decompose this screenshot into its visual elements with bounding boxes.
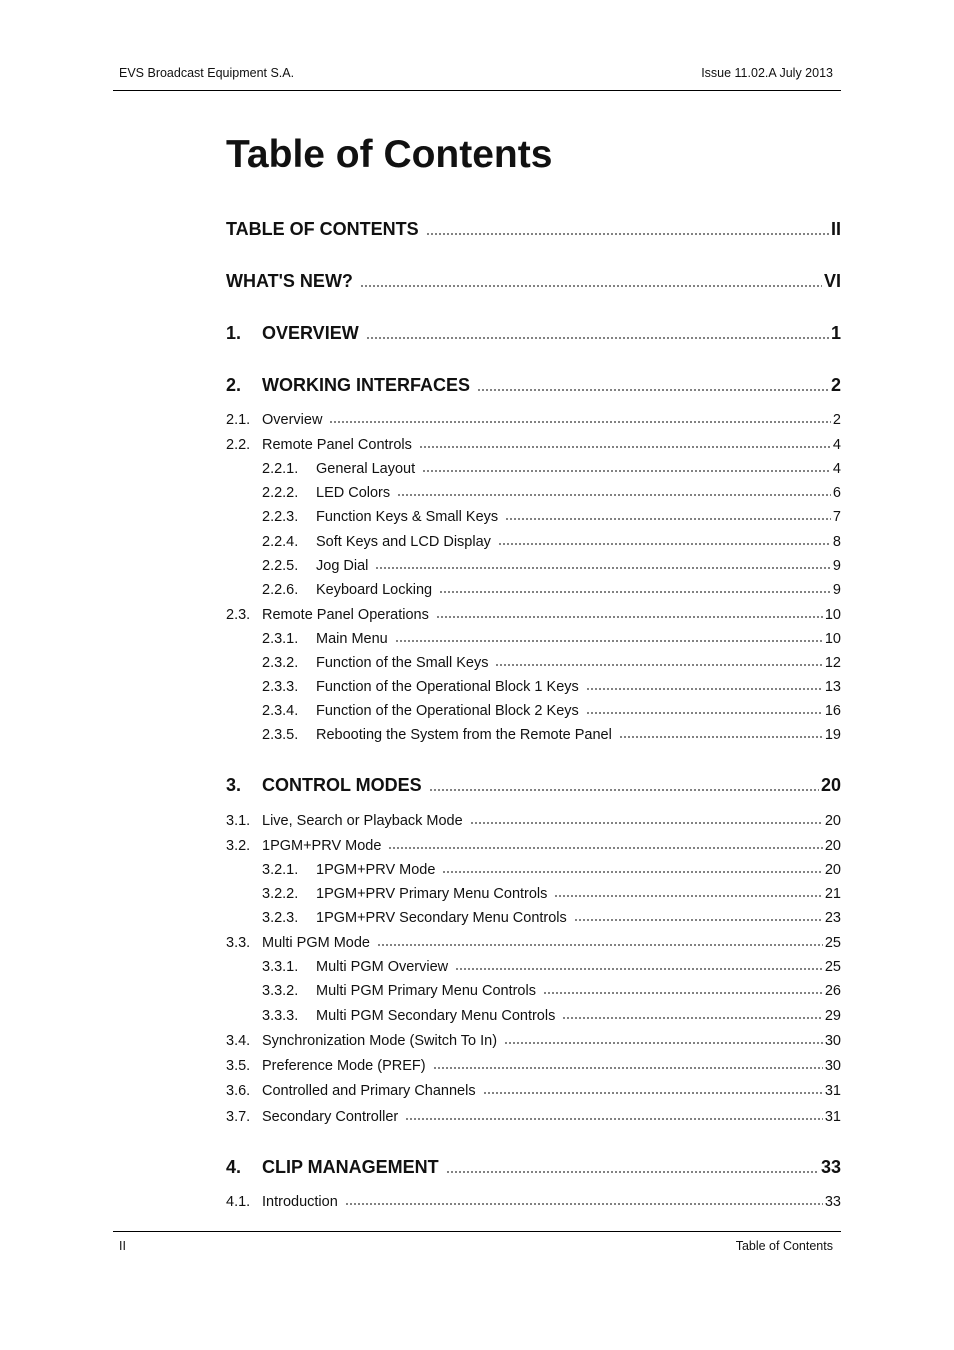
toc-entry-number: 3.2.1. xyxy=(262,862,299,878)
toc-entry-number: 3.3.2. xyxy=(262,983,299,999)
toc-entry-title: OVERVIEW xyxy=(262,323,359,343)
toc-entry[interactable] xyxy=(262,977,841,999)
toc-entry[interactable] xyxy=(226,770,841,796)
toc-entry-number: 4. xyxy=(226,1157,242,1177)
toc-entry-number: 2.1. xyxy=(226,412,251,428)
toc-entry-title: Multi PGM Overview xyxy=(316,959,449,975)
toc-entry-title: Overview xyxy=(262,412,323,428)
dot-leader xyxy=(619,736,823,738)
toc-entry[interactable] xyxy=(262,880,841,902)
dot-leader xyxy=(360,285,822,287)
toc-entry-page: 8 xyxy=(832,534,841,550)
toc-entry-page: 2 xyxy=(830,375,841,395)
toc-entry[interactable] xyxy=(226,1052,841,1074)
toc-entry-page: 30 xyxy=(824,1033,841,1049)
toc-entry-title: Function Keys & Small Keys xyxy=(316,509,499,525)
toc-entry-title: Live, Search or Playback Mode xyxy=(262,813,463,829)
dot-leader xyxy=(483,1092,823,1094)
dot-leader xyxy=(505,518,831,520)
toc-entry-page: 33 xyxy=(820,1157,841,1177)
toc-entry-number: 3.7. xyxy=(226,1109,251,1125)
toc-entry-number: 4.1. xyxy=(226,1194,251,1210)
toc-entry-page: 33 xyxy=(824,1194,841,1210)
toc-entry-number: 3.2.3. xyxy=(262,910,299,926)
toc-entry-page: 23 xyxy=(824,910,841,926)
toc-entry[interactable] xyxy=(226,318,841,344)
toc-entry[interactable] xyxy=(226,832,841,854)
toc-entry-title: Multi PGM Primary Menu Controls xyxy=(316,983,536,999)
toc-entry-title: Multi PGM Mode xyxy=(262,935,370,951)
toc-entry[interactable] xyxy=(226,1188,841,1210)
toc-entry-number: 2.3.5. xyxy=(262,727,299,743)
toc-entry-title: Remote Panel Controls xyxy=(262,437,412,453)
toc-entry-number: 2.2.4. xyxy=(262,534,299,550)
dot-leader xyxy=(429,789,819,791)
toc-entry-title: Remote Panel Operations xyxy=(262,607,429,623)
header-company: EVS Broadcast Equipment S.A. xyxy=(119,66,295,80)
toc-entry[interactable] xyxy=(226,1152,841,1178)
toc-entry-number: 3. xyxy=(226,775,242,795)
toc-entry[interactable] xyxy=(262,673,841,695)
dot-leader xyxy=(586,712,823,714)
dot-leader xyxy=(375,567,831,569)
toc-entry-title: Secondary Controller xyxy=(262,1109,399,1125)
dot-leader xyxy=(329,421,830,423)
toc-entry[interactable] xyxy=(226,406,841,428)
toc-entry-title: Function of the Small Keys xyxy=(316,655,489,671)
toc-entry-page: 7 xyxy=(832,509,841,525)
dot-leader xyxy=(422,470,831,472)
dot-leader xyxy=(395,640,823,642)
toc-entry[interactable] xyxy=(226,1103,841,1125)
toc-entry-page: 13 xyxy=(824,679,841,695)
toc-entry[interactable] xyxy=(226,1027,841,1049)
dot-leader xyxy=(397,494,831,496)
toc-entry-title: WORKING INTERFACES xyxy=(262,375,471,395)
dot-leader xyxy=(426,233,829,235)
toc-entry-page: 30 xyxy=(824,1058,841,1074)
toc-entry-page: 9 xyxy=(832,558,841,574)
toc-entry-page: 9 xyxy=(832,582,841,598)
running-footer xyxy=(113,1231,841,1253)
dot-leader xyxy=(504,1042,823,1044)
toc-entry[interactable] xyxy=(226,807,841,829)
toc-entry-page: 20 xyxy=(824,813,841,829)
toc-entry-title: LED Colors xyxy=(316,485,391,501)
dot-leader xyxy=(345,1203,823,1205)
toc-entry-title: 1PGM+PRV Mode xyxy=(316,862,436,878)
toc-entry-page: II xyxy=(830,219,841,239)
toc-entry-number: 3.1. xyxy=(226,813,251,829)
toc-entry-title: Function of the Operational Block 1 Keys xyxy=(316,679,579,695)
toc-entry[interactable] xyxy=(262,721,841,743)
toc-entry-page: 25 xyxy=(824,935,841,951)
toc-entry-number: 2.2.6. xyxy=(262,582,299,598)
toc-entry-title: Function of the Operational Block 2 Keys xyxy=(316,703,579,719)
toc-entry-page: 10 xyxy=(824,631,841,647)
toc-entry[interactable] xyxy=(262,576,841,598)
toc-entry-number: 3.6. xyxy=(226,1083,251,1099)
dot-leader xyxy=(455,968,823,970)
dot-leader xyxy=(586,688,823,690)
toc-entry-number: 2. xyxy=(226,375,242,395)
toc-entry-page: VI xyxy=(823,271,841,291)
toc-entry-number: 3.3. xyxy=(226,935,251,951)
toc-entry-number: 2.3.4. xyxy=(262,703,299,719)
toc-entry-number: 3.4. xyxy=(226,1033,251,1049)
toc-entry-title: Preference Mode (PREF) xyxy=(262,1058,426,1074)
toc-entry-title: Introduction xyxy=(262,1194,338,1210)
dot-leader xyxy=(405,1118,823,1120)
dot-leader xyxy=(388,847,822,849)
toc-entry-page: 26 xyxy=(824,983,841,999)
toc-entry-number: 2.3.3. xyxy=(262,679,299,695)
toc-entry-number: 2.2.1. xyxy=(262,461,299,477)
toc-entry[interactable] xyxy=(262,625,841,647)
toc-entry[interactable] xyxy=(262,503,841,525)
toc-entry-page: 20 xyxy=(824,838,841,854)
toc-entry-number: 2.2. xyxy=(226,437,251,453)
toc-entry-number: 3.3.1. xyxy=(262,959,299,975)
toc-entry-number: 3.5. xyxy=(226,1058,251,1074)
page-title: Table of Contents xyxy=(226,133,553,176)
toc-entry-page: 10 xyxy=(824,607,841,623)
toc-entry-page: 20 xyxy=(820,775,841,795)
dot-leader xyxy=(562,1017,823,1019)
toc-entry-title: Multi PGM Secondary Menu Controls xyxy=(316,1008,556,1024)
toc-entry[interactable] xyxy=(262,953,841,975)
toc-entry-title: General Layout xyxy=(316,461,416,477)
footer-page-number: II xyxy=(119,1239,126,1253)
toc-entry[interactable] xyxy=(262,479,841,501)
header-issue: Issue 11.02.A July 2013 xyxy=(701,66,833,80)
toc-entry-page: 21 xyxy=(824,886,841,902)
toc-entry[interactable] xyxy=(262,552,841,574)
toc-entry[interactable] xyxy=(226,929,841,951)
toc-entry-number: 2.2.3. xyxy=(262,509,299,525)
dot-leader xyxy=(498,543,831,545)
dot-leader xyxy=(470,822,823,824)
toc-entry-number: 2.2.5. xyxy=(262,558,299,574)
toc-entry-title: Main Menu xyxy=(316,631,388,647)
dot-leader xyxy=(377,944,823,946)
toc-entry[interactable] xyxy=(262,455,841,477)
toc-entry[interactable] xyxy=(262,904,841,926)
dot-leader xyxy=(574,919,823,921)
toc-entry-number: 3.2. xyxy=(226,838,251,854)
toc-entry-page: 29 xyxy=(824,1008,841,1024)
footer-section: Table of Contents xyxy=(735,1239,833,1253)
toc-entry-page: 31 xyxy=(824,1109,841,1125)
toc-entry-number: 2.3.2. xyxy=(262,655,299,671)
dot-leader xyxy=(477,389,829,391)
toc-entry-title: Synchronization Mode (Switch To In) xyxy=(262,1033,498,1049)
toc-entry-title: CLIP MANAGEMENT xyxy=(262,1157,439,1177)
toc-entry[interactable] xyxy=(262,697,841,719)
dot-leader xyxy=(366,337,829,339)
toc-entry-number: 2.2.2. xyxy=(262,485,299,501)
toc-entry-page: 16 xyxy=(824,703,841,719)
toc-entry-title: Rebooting the System from the Remote Panel xyxy=(316,727,612,743)
dot-leader xyxy=(543,992,823,994)
dot-leader xyxy=(433,1067,823,1069)
toc-entry-title: 1PGM+PRV Mode xyxy=(262,838,382,854)
toc-entry-page: 19 xyxy=(824,727,841,743)
toc-entry-title: Keyboard Locking xyxy=(316,582,433,598)
toc-entry-page: 6 xyxy=(832,485,841,501)
toc-entry-title: Soft Keys and LCD Display xyxy=(316,534,491,550)
toc-entry[interactable] xyxy=(226,266,841,292)
dot-leader xyxy=(419,446,831,448)
dot-leader xyxy=(495,664,822,666)
toc-entry[interactable] xyxy=(262,528,841,550)
dot-leader xyxy=(439,591,831,593)
toc-entry-title: WHAT'S NEW? xyxy=(226,271,353,291)
toc-entry-number: 1. xyxy=(226,323,242,343)
toc-entry-page: 1 xyxy=(830,323,841,343)
toc-entry[interactable] xyxy=(262,649,841,671)
toc-entry-title: 1PGM+PRV Secondary Menu Controls xyxy=(316,910,567,926)
toc-entry-page: 2 xyxy=(832,412,841,428)
toc-entry[interactable] xyxy=(226,601,841,623)
toc-entry[interactable] xyxy=(226,1077,841,1099)
toc-entry-page: 31 xyxy=(824,1083,841,1099)
toc-entry[interactable] xyxy=(226,431,841,453)
toc-entry-number: 3.2.2. xyxy=(262,886,299,902)
toc-entry-number: 3.3.3. xyxy=(262,1008,299,1024)
toc-entry[interactable] xyxy=(226,214,841,240)
toc-entry-page: 25 xyxy=(824,959,841,975)
toc-entry-number: 2.3.1. xyxy=(262,631,299,647)
toc-entry-title: 1PGM+PRV Primary Menu Controls xyxy=(316,886,548,902)
toc-entry[interactable] xyxy=(262,856,841,878)
toc-entry-page: 4 xyxy=(832,461,841,477)
toc-entry[interactable] xyxy=(226,370,841,396)
toc-entry-page: 12 xyxy=(824,655,841,671)
toc-entry-title: TABLE OF CONTENTS xyxy=(226,219,419,239)
toc-entry-number: 2.3. xyxy=(226,607,251,623)
toc-entry-page: 20 xyxy=(824,862,841,878)
dot-leader xyxy=(446,1171,819,1173)
toc-entry-page: 4 xyxy=(832,437,841,453)
toc-entry-title: Jog Dial xyxy=(316,558,369,574)
toc-entry-title: Controlled and Primary Channels xyxy=(262,1083,476,1099)
toc-entry-title: CONTROL MODES xyxy=(262,775,422,795)
dot-leader xyxy=(436,616,823,618)
dot-leader xyxy=(442,871,822,873)
dot-leader xyxy=(554,895,822,897)
toc-entry[interactable] xyxy=(262,1002,841,1024)
